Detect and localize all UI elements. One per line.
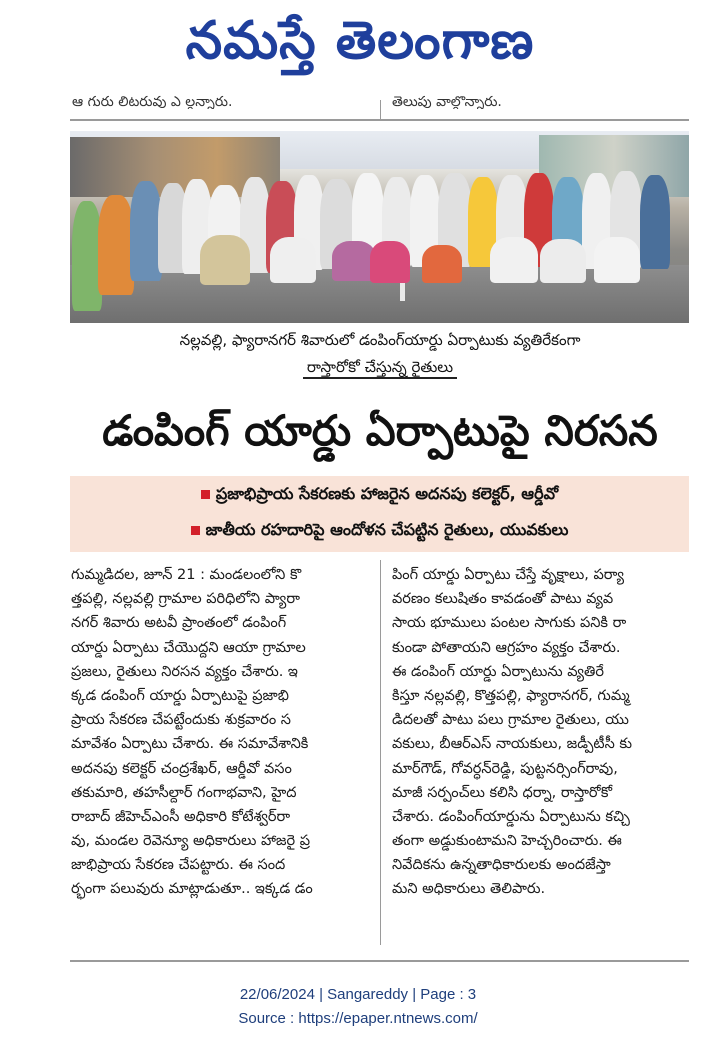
article-line: రాబాద్ జీహెచ్ఎంసీ అధికారి కోటేశ్వర్‌రా [71, 808, 291, 825]
photo-caption-line2-text: రాస్తారోకో చేస్తున్న రైతులు [303, 358, 457, 379]
article-line: గుమ్మడిదల, జూన్ 21 : మండలంలోని కొ [71, 567, 302, 583]
article-line: వకులు, బీఆర్ఎస్ నాయకులు, జడ్పీటీసీ కు [392, 736, 632, 753]
article-line: క్కడ డంపింగ్ యార్డు ఏర్పాటుపై ప్రజాభి [71, 687, 289, 704]
article-line: మావేశం ఏర్పాటు చేశారు. ఈ సమావేశానికి [71, 736, 309, 753]
article-line: జాభిప్రాయ సేకరణ చేపట్టారు. ఈ సంద [71, 857, 286, 874]
article-line: మని అధికారులు తెలిపారు. [392, 881, 546, 898]
column-divider [380, 100, 381, 120]
photo-caption-line1: నల్లవల్లి, ఫ్యారానగర్ శివారులో డంపింగ్‌యార్డు ఏర్పాటుకు వ్యతిరేకంగా [179, 331, 581, 349]
article-line: ప్రాయ సేకరణ చేపట్టేందుకు శుక్రవారం స [71, 712, 291, 729]
article-line: త్తపల్లి, నల్లవల్లి గ్రామాల పరిధిలోని ప్యారా [71, 591, 300, 608]
article-line: కుండా పోతాయని ఆగ్రహం వ్యక్తం చేశారు. [392, 639, 621, 656]
article-line: మాజీ సర్పంచ్‌లు కలిసి ధర్నా, రాస్తారోకో [392, 784, 613, 801]
bullet-square-icon [201, 490, 210, 499]
article-column-left [71, 563, 369, 902]
article-column-right [392, 563, 688, 902]
article-line: తకుమారి, తహసీల్దార్ గంగాభవాని, హైద [71, 784, 297, 801]
footer-date-edition: 22/06/2024 | Sangareddy | Page : 3 [239, 986, 477, 1003]
bullet-square-icon [191, 526, 200, 535]
article-line: చేశారు. డంపింగ్‌యార్డును ఏర్పాటును కచ్చి [392, 808, 630, 825]
cutoff-text-right: తెలుపు వాల్గొన్నారు. [392, 94, 502, 109]
footer-source-link[interactable]: Source : https://epaper.ntnews.com/ [238, 1010, 478, 1027]
protest-photo [70, 131, 689, 323]
cutoff-text-left: ఆ గురు లిటరువు ఎ ల్గన్నారు. [72, 94, 233, 109]
subhead-1 [70, 484, 689, 507]
photo-crowd [70, 171, 689, 301]
masthead-logo: నమస్తే తెలంగాణ [185, 11, 535, 71]
article-line: మార్‌గౌడ్, గోవర్ధన్‌రెడ్డి, పుట్టనర్సింగ్‌రావు, [392, 760, 618, 777]
article-line: నివేదికను ఉన్నతాధికారులకు అందజేస్తా [392, 857, 611, 874]
article-line: అదనపు కలెక్టర్ చంద్రశేఖర్, ఆర్డీవో వసం [71, 760, 292, 777]
article-line: వు, మండల రెవెన్యూ అధికారులు హాజరై ప్ర [71, 833, 311, 850]
article-line: వరణం కలుషితం కావడంతో పాటు వ్యవ [392, 591, 614, 608]
article-line: ప్రజలు, రైతులు నిరసన వ్యక్తం చేశారు. ఇ [71, 663, 298, 680]
article-column-divider [380, 560, 381, 945]
article-line: ర్భంగా పలువురు మాట్లాడుతూ.. ఇక్కడ డం [71, 881, 313, 898]
subhead-box [70, 476, 689, 552]
headline: డంపింగ్ యార్డు ఏర్పాటుపై నిరసన [102, 406, 658, 455]
subhead-2 [70, 520, 689, 543]
article-line: డిదలతో పాటు పలు గ్రామాల రైతులు, యు [392, 712, 629, 729]
article-line: నగర్ శివారు అటవీ ప్రాంతంలో డంపింగ్ [71, 615, 287, 632]
article-line: ఈ డంపింగ్ యార్డు ఏర్పాటును వ్యతిరే [392, 663, 604, 680]
article-line: పింగ్ యార్డు ఏర్పాటు చేస్తే వృక్షాలు, పర్యా [392, 567, 625, 583]
article-line: సాయ భూములు పంటల సాగుకు పనికి రా [392, 615, 627, 632]
bottom-divider [70, 960, 689, 962]
article-line: తంగా అడ్డుకుంటామని హెచ్చరించారు. ఈ [392, 833, 622, 850]
photo-caption-line2 [100, 358, 660, 380]
article-line: కిస్తూ నల్లవల్లి, కొత్తపల్లి, ఫ్యారానగర్, గుమ్మ [392, 687, 630, 704]
subhead-1-text: ప్రజాభిప్రాయ సేకరణకు హాజరైన అదనపు కలెక్టర్, ఆర్డీవో [215, 484, 559, 503]
article-line: యార్డు ఏర్పాటు చేయొద్దని ఆయా గ్రామాల [71, 639, 306, 656]
subhead-2-text: జాతీయ రహదారిపై ఆందోళన చేపట్టిన రైతులు, యువకులు [205, 520, 569, 539]
